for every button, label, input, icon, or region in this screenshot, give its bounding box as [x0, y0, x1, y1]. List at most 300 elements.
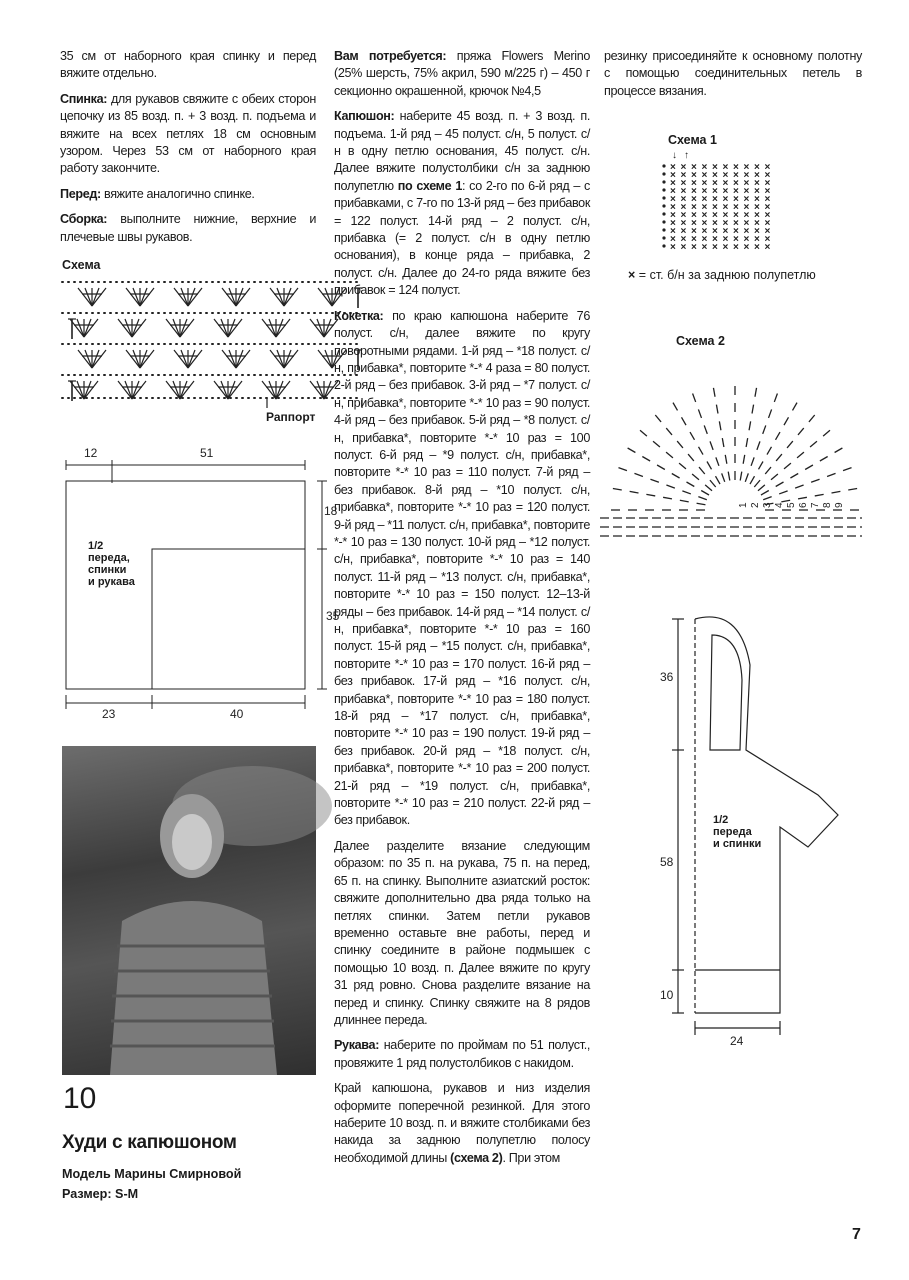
rib-stroke — [698, 409, 701, 417]
dim-40: 40 — [230, 707, 244, 721]
stitch-mark — [126, 350, 140, 368]
rib-stroke — [746, 438, 748, 447]
stitch-mark — [276, 319, 290, 337]
rib-stroke — [707, 462, 712, 470]
row-number: 5 — [786, 502, 797, 508]
cross-mark: × — [691, 194, 697, 205]
cross-mark: × — [691, 178, 697, 189]
column-left — [60, 48, 316, 254]
materials-label: Вам потребуется: — [334, 49, 447, 63]
cross-mark: × — [764, 218, 771, 229]
right-text: резинку присоединяйте к основному полотну с помощью соединительных петель в процессе вязания. — [604, 49, 862, 98]
stitch-mark — [173, 381, 180, 399]
rib-stroke — [809, 415, 815, 422]
cross-mark: × — [722, 194, 729, 205]
stitch-mark — [78, 288, 92, 306]
rib-stroke — [843, 468, 851, 471]
sleeves-label: Рукава: — [334, 1038, 380, 1053]
rib-stroke — [784, 463, 791, 469]
hood-label: Капюшон: — [334, 109, 395, 124]
stitch-mark — [92, 350, 99, 368]
chain-dot — [662, 220, 665, 223]
scheme-2-fan — [600, 355, 865, 555]
row-number: 7 — [810, 502, 821, 508]
cross-mark: × — [722, 210, 729, 221]
chain-dot — [662, 236, 665, 239]
rib-stroke — [779, 491, 787, 494]
stitch-mark — [221, 381, 228, 399]
divide-paragraph: Далее разделите вязание следующим образом: по 35 п. на рукава, 75 п. на перед, 65 п. на спинку. Выполните азиатский росток: свяжите дополнительно два ряда только на петлях спинки. Затем петли рукавов временно оставьте вне работы, перед и спинку соедините в районе подмышек с помощью 10 возд. п. Далее вяжите по кругу 31 ряд ровно. Снова разделите вязание на перед и спинку. Спинку свяжите на 8 рядов длиннее переда. — [334, 838, 590, 1027]
stitch-mark — [125, 319, 132, 337]
rib-stroke — [688, 454, 694, 461]
stitch-mark — [133, 288, 140, 306]
rib-stroke — [710, 480, 716, 487]
row-number: 9 — [834, 502, 845, 508]
stitch-mark — [140, 350, 154, 368]
cross-mark: × — [743, 202, 750, 213]
cross-mark: × — [722, 226, 729, 237]
hood-paragraph — [334, 108, 590, 299]
rib-stroke — [640, 430, 647, 436]
yoke-text: по краю капюшона наберите 76 полуст. с/н, далее вяжите по кругу поворотными рядами. 1-й ряд – *18 полуст. с/н, прибавка*, повторите *-* 4 раза = 80 полуст. 2-й ряд – без прибавок. 3-й ряд – *7 полуст. с/н, прибавка*, повторите *-* 10 раз = 90 полуст. 4-й ряд – без прибавок. 5-й ряд – *8 полуст. с/н, прибавка*, повторите *-* 10 раз = 100 полуст. 6-й ряд – *9 полуст. с/н, прибавка*, повторите *-* 10 раз = 110 полуст. 7-й ряд – без прибавок. 8-й ряд – *10 полуст. с/н, прибавка*, повторите *-* 10 раз = 120 полуст. 9-й ряд – *11 полуст. с/н, прибавка*, повторите *-* 10 раз = 130 полуст. 10-й ряд – *12 полуст. с/н, прибавка*, повторите *-* 10 раз = 140 полуст. 11-й ряд – *13 полуст. с/н, прибавка*, повторите *-* 10 раз = 150 полуст. 12–13-й ряды – без прибавок. 14-й ряд – *14 полуст. с/н, прибавка*, повторите *-* 10 раз = 160 полуст. 15-й ряд – *15 полуст. с/н, прибавка*, повторите *-* 10 раз = 170 полуст. 16-й ряд – без прибавок. 17-й ряд – *16 полуст. с/н, прибавка*, повторите *-* 10 раз = 180 полуст. 18-й ряд – *17 полуст. с/н, прибавка*, повторите *-* 10 раз = 190 полуст. 19-й ряд – без прибавок. 20-й ряд – *18 полуст. с/н, прибавка*, повторите *-* 10 раз = 200 полуст. 21-й ряд – *19 полуст. с/н, прибавка*, повторите *-* 10 раз = 210 полуст. 22-й ряд – без прибавок. — [334, 308, 590, 828]
cross-mark: × — [680, 242, 687, 253]
stitch-mark — [310, 319, 324, 337]
cross-mark: × — [722, 162, 729, 173]
cross-mark: × — [680, 210, 687, 221]
dim-51: 51 — [200, 446, 214, 460]
cross-mark: × — [712, 162, 718, 173]
stitch-mark — [92, 288, 99, 306]
model-photo — [62, 746, 316, 1075]
cross-mark: × — [670, 210, 676, 221]
cross-mark: × — [743, 242, 750, 253]
stitch-mark — [132, 319, 146, 337]
cross-mark: × — [691, 234, 697, 245]
rib-stroke — [657, 465, 665, 470]
cross-mark: × — [680, 178, 687, 189]
cross-mark: × — [764, 178, 771, 189]
cross-mark: × — [733, 194, 739, 205]
rib-stroke — [618, 468, 626, 471]
cross-mark: × — [733, 210, 739, 221]
dim-12: 12 — [84, 446, 98, 460]
legend-text: = ст. б/н за заднюю полупетлю — [638, 268, 816, 282]
stitch-mark — [180, 319, 187, 337]
rib-stroke — [693, 393, 696, 401]
rib-stroke — [663, 497, 672, 499]
stitch-mark — [236, 288, 250, 306]
rib-stroke — [687, 482, 695, 487]
rib-stroke — [666, 485, 674, 488]
chain-dot — [662, 164, 665, 167]
stitch-mark — [180, 319, 194, 337]
rib-stroke — [650, 479, 658, 482]
rib-stroke — [697, 503, 706, 505]
cross-mark: × — [712, 226, 718, 237]
cross-mark: × — [701, 242, 708, 253]
stitch-mark — [92, 288, 106, 306]
edge-text-a: Край капюшона, рукавов и низ изделия оформите поперечной резинкой. Для этого наберите 10 возд. п. и вяжите столбиками без накида за заднюю полупетлю полосу необходимой длины — [334, 1081, 590, 1165]
cross-mark: × — [712, 234, 718, 245]
stitch-mark — [132, 319, 139, 337]
rib-stroke — [673, 403, 678, 411]
stitch-mark — [324, 381, 331, 399]
rib-stroke — [765, 467, 771, 474]
intro-text: 35 см от наборного края спинку и перед вяжите отдельно. — [60, 49, 316, 81]
rib-stroke — [646, 494, 655, 496]
rib-stroke — [848, 488, 857, 490]
stitch-mark — [214, 319, 228, 337]
stitch-mark — [118, 319, 132, 337]
dim-18: 18 — [324, 504, 338, 518]
rib-stroke — [787, 441, 793, 448]
stitch-mark — [318, 350, 332, 368]
cross-mark: × — [680, 194, 687, 205]
rib-stroke — [752, 405, 754, 414]
cross-mark: × — [701, 226, 708, 237]
rib-stroke — [761, 491, 769, 496]
rib-stroke — [776, 454, 782, 461]
cross-mark: × — [743, 162, 750, 173]
cross-mark: × — [733, 218, 739, 229]
rib-stroke — [672, 474, 680, 479]
stitch-mark — [188, 288, 202, 306]
rib-stroke — [774, 393, 777, 401]
front-paragraph — [60, 186, 316, 203]
rib-stroke — [805, 465, 813, 470]
back-paragraph — [60, 91, 316, 178]
cross-mark: × — [680, 226, 687, 237]
cross-mark: × — [680, 186, 687, 197]
row-number: 3 — [762, 502, 773, 508]
cross-mark: × — [712, 218, 718, 229]
cross-mark: × — [733, 186, 739, 197]
cross-mark: × — [691, 162, 697, 173]
rib-stroke — [716, 457, 719, 465]
rib-stroke — [655, 415, 661, 422]
stitch-mark — [166, 381, 180, 399]
cross-mark: × — [691, 242, 697, 253]
rib-stroke — [725, 455, 727, 464]
dim-36: 36 — [660, 670, 674, 684]
cross-mark: × — [754, 170, 760, 181]
dim-35: 35 — [326, 609, 340, 623]
model-number: 10 — [63, 1082, 97, 1115]
stitch-mark — [84, 319, 91, 337]
cross-mark: × — [722, 242, 729, 253]
cross-mark: × — [691, 186, 697, 197]
cross-mark: × — [701, 178, 708, 189]
cross-mark: × — [701, 162, 708, 173]
cross-mark: × — [722, 234, 729, 245]
stitch-mark — [126, 288, 140, 306]
stitch-mark — [324, 319, 331, 337]
row-number: 2 — [750, 502, 761, 508]
cross-mark: × — [691, 210, 697, 221]
sleeves-paragraph — [334, 1037, 590, 1072]
stitch-mark — [166, 319, 180, 337]
stitch-mark — [284, 288, 298, 306]
rib-stroke — [713, 388, 715, 397]
rib-stroke — [666, 452, 673, 458]
assembly-paragraph — [60, 211, 316, 246]
cross-mark: × — [764, 226, 771, 237]
chain-dot — [662, 244, 665, 247]
stitch-mark — [284, 350, 291, 368]
cross-mark: × — [701, 210, 708, 221]
cross-mark: × — [743, 234, 750, 245]
model-author: Модель Марины Смирновой — [62, 1167, 242, 1181]
rib-stroke — [798, 497, 807, 499]
stitch-mark — [188, 288, 195, 306]
stitch-mark — [214, 381, 228, 399]
rib-stroke — [699, 447, 704, 455]
stitch-mark — [229, 288, 236, 306]
row-number: 1 — [738, 502, 749, 508]
chain-dot — [662, 228, 665, 231]
rib-stroke — [653, 441, 660, 447]
rib-stroke — [682, 491, 690, 494]
cross-mark: × — [754, 186, 760, 197]
stitch-mark — [318, 288, 332, 306]
stitch-mark — [276, 319, 283, 337]
cross-mark: × — [733, 226, 739, 237]
cross-mark: × — [712, 242, 718, 253]
rib-stroke — [767, 447, 772, 455]
rib-stroke — [781, 500, 790, 502]
stitch-mark — [262, 319, 276, 337]
stitch-mark — [181, 350, 188, 368]
cross-mark: × — [701, 170, 708, 181]
cross-mark: × — [712, 210, 718, 221]
stitch-mark — [85, 288, 92, 306]
cross-mark: × — [670, 178, 676, 189]
rib-stroke — [793, 403, 798, 411]
cross-mark: × — [712, 186, 718, 197]
stitch-mark — [222, 288, 236, 306]
materials-paragraph — [334, 48, 590, 100]
rib-stroke — [642, 457, 650, 462]
yoke-label: Кокетка: — [334, 308, 384, 323]
rib-stroke — [763, 497, 771, 500]
stitch-mark — [125, 381, 132, 399]
stitch-mark — [317, 319, 324, 337]
rib-stroke — [740, 472, 742, 481]
rib-stroke — [795, 485, 803, 488]
yoke-paragraph — [334, 308, 590, 830]
rib-stroke — [790, 474, 798, 479]
rib-stroke — [728, 472, 730, 481]
rib-stroke — [716, 476, 721, 484]
cross-mark: × — [743, 210, 750, 221]
chain-dot — [662, 172, 665, 175]
cross-mark: × — [722, 218, 729, 229]
rib-stroke — [758, 485, 765, 491]
assembly-text: выполните нижние, верхние и плечевые швы рукавов. — [60, 212, 317, 244]
cross-mark: × — [764, 210, 771, 221]
rib-stroke — [771, 474, 778, 480]
repeat-label: Раппорт — [266, 410, 316, 424]
stitch-mark — [228, 319, 235, 337]
scheme-1-grid — [660, 150, 780, 260]
column-right — [604, 48, 862, 108]
stitch-mark — [133, 350, 140, 368]
arrow-down-icon: ↓ — [672, 150, 677, 161]
stitch-mark — [173, 319, 180, 337]
materials-text: пряжа Flowers Merino (25% шерсть, 75% акрил, 590 м/225 г) – 450 г секционно окрашенной, крючок №4,5 — [334, 49, 590, 98]
cross-mark: × — [691, 202, 697, 213]
edge-paragraph — [334, 1080, 590, 1167]
rib-stroke — [757, 441, 760, 449]
rib-stroke — [835, 448, 843, 453]
rib-stroke — [810, 441, 817, 447]
chain-dot — [662, 196, 665, 199]
cross-mark: × — [691, 226, 697, 237]
rib-stroke — [749, 421, 751, 430]
cross-mark: × — [670, 170, 676, 181]
rib-stroke — [832, 491, 841, 493]
stitch-mark — [236, 350, 250, 368]
cross-mark: × — [722, 202, 729, 213]
rib-stroke — [798, 428, 804, 435]
cross-mark: × — [754, 242, 760, 253]
rib-stroke — [628, 448, 636, 453]
cross-mark: × — [754, 178, 760, 189]
cross-mark: × — [701, 218, 708, 229]
dim-58: 58 — [660, 855, 674, 869]
front-label: Перед: — [60, 186, 101, 201]
cross-mark: × — [743, 186, 750, 197]
rib-stroke — [820, 457, 828, 462]
cross-mark: × — [743, 194, 750, 205]
model-size: Размер: S-M — [62, 1187, 139, 1201]
cross-mark: × — [670, 186, 676, 197]
stitch-chart — [62, 280, 372, 405]
stitch-mark — [310, 381, 324, 399]
stitch-mark — [140, 288, 147, 306]
scheme-main-title: Схема — [62, 258, 101, 272]
cross-mark: × — [764, 194, 771, 205]
rib-stroke — [630, 491, 639, 493]
row-number: 4 — [774, 502, 785, 508]
scheme-2-title: Схема 2 — [676, 334, 725, 348]
rib-stroke — [769, 409, 772, 417]
rib-stroke — [679, 463, 686, 469]
cross-mark: × — [670, 218, 676, 229]
stitch-mark — [78, 350, 92, 368]
stitch-mark — [325, 288, 332, 306]
cross-mark: × — [733, 178, 739, 189]
front-text: вяжите аналогично спинке. — [104, 186, 255, 201]
cross-mark: × — [754, 210, 760, 221]
cross-mark: × — [680, 170, 687, 181]
stitch-mark — [188, 350, 195, 368]
stitch-mark — [269, 319, 276, 337]
rib-stroke — [827, 473, 835, 476]
cross-mark: × — [754, 202, 760, 213]
legend-cross-icon: × — [628, 268, 636, 282]
rib-stroke — [797, 452, 804, 458]
cross-mark: × — [691, 170, 697, 181]
cross-mark: × — [701, 194, 708, 205]
cross-mark: × — [722, 170, 729, 181]
stitch-mark — [317, 381, 324, 399]
stitch-mark — [276, 381, 283, 399]
stitch-mark — [132, 381, 139, 399]
rib-stroke — [613, 488, 622, 490]
cross-mark: × — [670, 202, 676, 213]
cross-mark: × — [722, 186, 729, 197]
scheme-1-legend — [628, 268, 816, 282]
cross-mark: × — [701, 234, 708, 245]
hood-text-a: наберите 45 возд. п. + 3 возд. п. подъема. 1-й ряд – 45 полуст. с/н, 5 полуст. с/н в одну петлю основания, 45 полуст. с/н. Далее вяжите полустолбики с/н за заднюю полупетлю — [334, 109, 590, 193]
cross-mark: × — [733, 234, 739, 245]
rib-stroke — [750, 476, 755, 484]
stitch-mark — [284, 350, 298, 368]
dim-10: 10 — [660, 988, 674, 1002]
stitch-mark — [222, 350, 236, 368]
cross-mark: × — [733, 170, 739, 181]
stitch-mark — [140, 288, 154, 306]
chain-dot — [662, 212, 665, 215]
stitch-mark — [277, 288, 284, 306]
cross-mark: × — [743, 218, 750, 229]
stitch-mark — [188, 350, 202, 368]
stitch-mark — [236, 288, 243, 306]
row-number: 6 — [798, 502, 809, 508]
chain-dot — [662, 188, 665, 191]
stitch-mark — [180, 381, 194, 399]
dim-24: 24 — [730, 1034, 744, 1048]
stitch-mark — [84, 381, 91, 399]
stitch-mark — [228, 381, 235, 399]
rib-stroke — [763, 425, 766, 433]
stitch-mark — [270, 350, 284, 368]
stitch-mark — [325, 350, 332, 368]
cross-mark: × — [680, 162, 687, 173]
dim-23: 23 — [102, 707, 116, 721]
cross-mark: × — [701, 186, 708, 197]
rib-stroke — [776, 432, 781, 440]
rib-stroke — [680, 500, 689, 502]
rib-stroke — [754, 480, 760, 487]
rib-stroke — [698, 497, 706, 500]
cross-mark: × — [754, 218, 760, 229]
rib-stroke — [716, 405, 718, 414]
scheme-1-title: Схема 1 — [668, 133, 717, 147]
cross-mark: × — [712, 194, 718, 205]
rib-stroke — [722, 473, 725, 481]
cross-mark: × — [680, 218, 687, 229]
cross-mark: × — [722, 178, 729, 189]
cross-mark: × — [764, 186, 771, 197]
stitch-mark — [181, 288, 188, 306]
rib-stroke — [743, 455, 745, 464]
stitch-mark — [77, 319, 84, 337]
pattern-2-label: 1/2 переда и спинки — [713, 814, 762, 850]
rib-stroke — [692, 474, 699, 480]
cross-mark: × — [712, 202, 718, 213]
cross-mark: × — [733, 242, 739, 253]
stitch-mark — [84, 319, 98, 337]
cross-mark: × — [670, 162, 676, 173]
cross-mark: × — [764, 242, 771, 253]
cross-mark: × — [743, 178, 750, 189]
page-number: 7 — [852, 1226, 861, 1243]
stitch-mark — [277, 350, 284, 368]
stitch-mark — [140, 350, 147, 368]
cross-mark: × — [733, 162, 739, 173]
